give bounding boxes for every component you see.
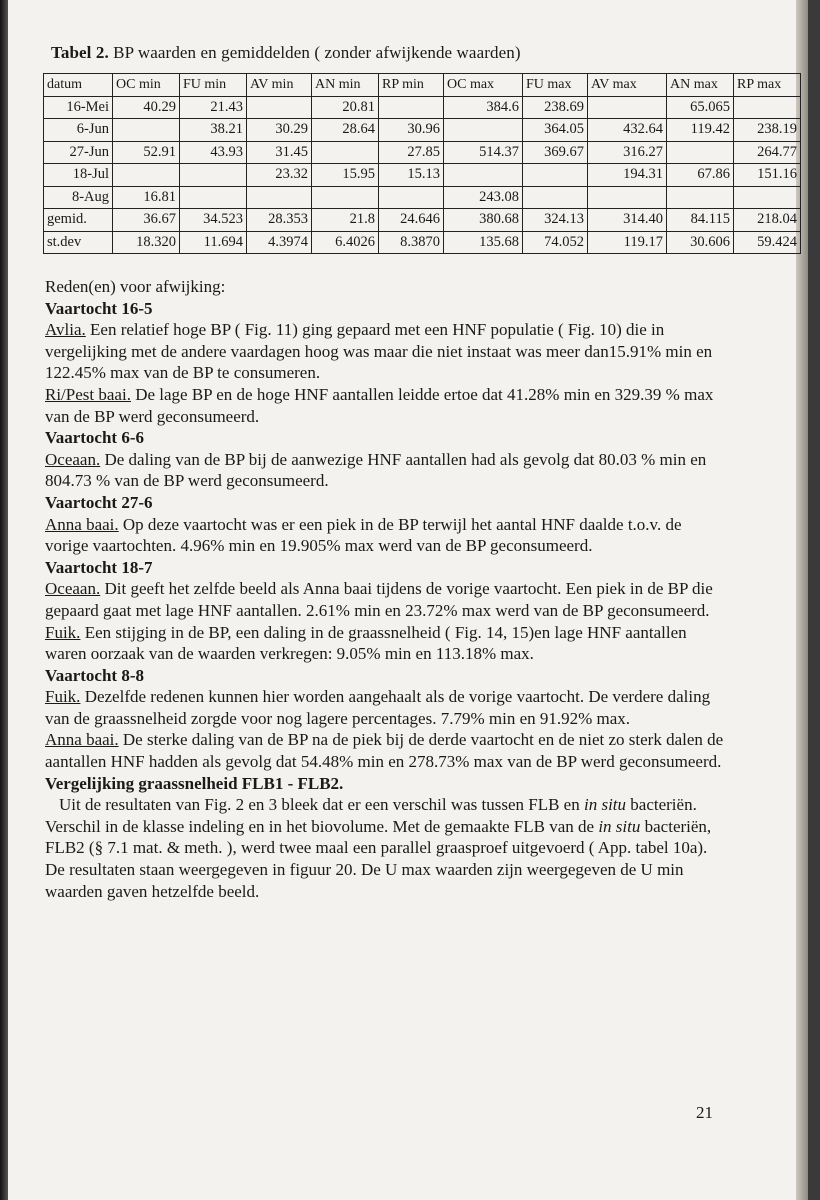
table-cell: 20.81 bbox=[312, 96, 379, 119]
table-cell: 21.43 bbox=[180, 96, 247, 119]
table-cell: 364.05 bbox=[523, 119, 588, 142]
heading-vergelijking: Vergelijking graassnelheid FLB1 - FLB2. bbox=[45, 773, 344, 793]
column-header: AV max bbox=[588, 74, 667, 97]
table-cell: 34.523 bbox=[180, 209, 247, 232]
table-cell: 27.85 bbox=[379, 141, 444, 164]
table-cell: 40.29 bbox=[113, 96, 180, 119]
scan-left-edge bbox=[0, 0, 8, 1200]
table-caption-text: BP waarden en gemiddelden ( zonder afwijkende waarden) bbox=[113, 43, 521, 62]
heading-vaartocht-18-7: Vaartocht 18-7 bbox=[45, 557, 153, 577]
table-cell: 243.08 bbox=[444, 186, 523, 209]
paragraph-ri-pest: Ri/Pest baai. De lage BP en de hoge HNF aantallen leidde ertoe dat 41.28% min en 329.39 % max van de BP werd geconsumeerd. bbox=[45, 384, 714, 426]
table-row bbox=[44, 119, 801, 142]
heading-vaartocht-27-6: Vaartocht 27-6 bbox=[45, 492, 153, 512]
column-header: AN min bbox=[312, 74, 379, 97]
table-cell: 432.64 bbox=[588, 119, 667, 142]
paragraph-avlia: Avlia. Een relatief hoge BP ( Fig. 11) ging gepaard met een HNF populatie ( Fig. 10) die in vergelijking met de andere vaardagen hoog was maar die niet instaat was meer dan15.91% min en 122.45% max van de BP te consumeren. bbox=[45, 320, 713, 383]
row-label: 27-Jun bbox=[44, 141, 113, 164]
table-cell: 43.93 bbox=[180, 141, 247, 164]
row-label: 16-Mei bbox=[44, 96, 113, 119]
table-cell: 369.67 bbox=[523, 141, 588, 164]
table-cell bbox=[247, 186, 312, 209]
table-cell bbox=[667, 141, 734, 164]
column-header: OC min bbox=[113, 74, 180, 97]
table-row bbox=[44, 186, 801, 209]
table-cell bbox=[667, 186, 734, 209]
document-page bbox=[8, 0, 808, 1200]
table-cell bbox=[113, 119, 180, 142]
table-cell: 324.13 bbox=[523, 209, 588, 232]
table-cell bbox=[734, 96, 801, 119]
table-cell: 11.694 bbox=[180, 231, 247, 254]
table-cell: 514.37 bbox=[444, 141, 523, 164]
table-cell bbox=[379, 186, 444, 209]
table-cell bbox=[523, 164, 588, 187]
table-cell: 4.3974 bbox=[247, 231, 312, 254]
table-cell: 59.424 bbox=[734, 231, 801, 254]
table-cell: 6.4026 bbox=[312, 231, 379, 254]
table-cell: 21.8 bbox=[312, 209, 379, 232]
row-label: 18-Jul bbox=[44, 164, 113, 187]
table-row bbox=[44, 231, 801, 254]
location-label: Ri/Pest baai. bbox=[45, 384, 131, 404]
location-label: Anna baai. bbox=[45, 730, 119, 750]
table-cell bbox=[247, 96, 312, 119]
table-cell: 314.40 bbox=[588, 209, 667, 232]
table-cell bbox=[312, 141, 379, 164]
heading-vaartocht-16-5: Vaartocht 16-5 bbox=[45, 298, 153, 318]
paragraph-fuik-2: Fuik. Dezelfde redenen kunnen hier worden aangehaalt als de vorige vaartocht. De verdere daling van de graassnelheid zorgde voor nog lagere percentages. 7.79% min en 91.92% max. bbox=[45, 687, 711, 728]
column-header: FU max bbox=[523, 74, 588, 97]
page-number: 21 bbox=[696, 1103, 713, 1122]
table-cell: 52.91 bbox=[113, 141, 180, 164]
table-cell: 238.69 bbox=[523, 96, 588, 119]
table-cell: 135.68 bbox=[444, 231, 523, 254]
table-cell: 30.96 bbox=[379, 119, 444, 142]
table-cell: 28.64 bbox=[312, 119, 379, 142]
column-header: RP max bbox=[734, 74, 801, 97]
location-label: Fuik. bbox=[45, 622, 81, 642]
table-cell: 23.32 bbox=[247, 164, 312, 187]
row-label: st.dev bbox=[44, 231, 113, 254]
table-row bbox=[44, 96, 801, 119]
heading-vaartocht-8-8: Vaartocht 8-8 bbox=[45, 665, 144, 685]
column-header: RP min bbox=[379, 74, 444, 97]
table-caption bbox=[51, 43, 521, 63]
table-cell: 38.21 bbox=[180, 119, 247, 142]
table-cell: 8.3870 bbox=[379, 231, 444, 254]
table-cell: 151.16 bbox=[734, 164, 801, 187]
table-cell: 238.19 bbox=[734, 119, 801, 142]
location-label: Oceaan. bbox=[45, 579, 101, 599]
column-header: AN max bbox=[667, 74, 734, 97]
paragraph-oceaan-1: Oceaan. De daling van de BP bij de aanwezige HNF aantallen had als gevolg dat 80.03 % min en 804.73 % van de BP werd geconsumeerd. bbox=[45, 449, 707, 491]
location-label: Fuik. bbox=[45, 687, 81, 707]
table-cell: 264.77 bbox=[734, 141, 801, 164]
table-cell: 119.17 bbox=[588, 231, 667, 254]
table-cell: 218.04 bbox=[734, 209, 801, 232]
table-row bbox=[44, 164, 801, 187]
bp-values-table bbox=[43, 73, 801, 254]
table-cell: 36.67 bbox=[113, 209, 180, 232]
intro-line: Reden(en) voor afwijking: bbox=[45, 277, 226, 296]
table-cell: 74.052 bbox=[523, 231, 588, 254]
table-cell bbox=[180, 164, 247, 187]
table-body bbox=[44, 96, 801, 254]
location-label: Avlia. bbox=[45, 320, 86, 340]
table-cell bbox=[588, 96, 667, 119]
table-cell bbox=[113, 164, 180, 187]
table-cell: 28.353 bbox=[247, 209, 312, 232]
table-cell: 24.646 bbox=[379, 209, 444, 232]
column-header: AV min bbox=[247, 74, 312, 97]
table-cell: 31.45 bbox=[247, 141, 312, 164]
table-cell: 18.320 bbox=[113, 231, 180, 254]
paragraph-oceaan-2: Oceaan. Dit geeft het zelfde beeld als Anna baai tijdens de vorige vaartocht. Een piek in de BP die gepaard gaat met lage HNF aantallen. 2.61% min en 23.72% max werd van de BP geconsumeerd. bbox=[45, 579, 713, 620]
table-cell: 67.86 bbox=[667, 164, 734, 187]
table-row bbox=[44, 141, 801, 164]
table-cell: 119.42 bbox=[667, 119, 734, 142]
table-cell: 65.065 bbox=[667, 96, 734, 119]
table-caption-label: Tabel 2. bbox=[51, 43, 109, 62]
table-row bbox=[44, 209, 801, 232]
table-header-row bbox=[44, 74, 801, 97]
column-header: OC max bbox=[444, 74, 523, 97]
table-cell bbox=[312, 186, 379, 209]
heading-vaartocht-6-6: Vaartocht 6-6 bbox=[45, 428, 144, 448]
paragraph-vergelijking: Uit de resultaten van Fig. 2 en 3 bleek dat er een verschil was tussen FLB en in situ bacteriën. Verschil in de klasse indeling en in het biovolume. Met de gemaakte FLB van de in situ bacteriën, FLB2 (§ 7.1 mat. & meth. ), werd twee maal een parallel graasproef uitgevoerd ( App. tabel 10a). De resultaten staan weergegeven in figuur 20. De U max waarden zijn weergegeven de U min waarden gaven hetzelfde beeld. bbox=[45, 795, 712, 901]
table-cell bbox=[734, 186, 801, 209]
location-label: Anna baai. bbox=[45, 514, 119, 534]
row-label: gemid. bbox=[44, 209, 113, 232]
table-cell: 30.29 bbox=[247, 119, 312, 142]
table-cell: 316.27 bbox=[588, 141, 667, 164]
column-header: datum bbox=[44, 74, 113, 97]
table-cell bbox=[444, 164, 523, 187]
table-cell bbox=[523, 186, 588, 209]
table-cell bbox=[180, 186, 247, 209]
table-cell bbox=[588, 186, 667, 209]
paragraph-fuik-1: Fuik. Een stijging in de BP, een daling in de graassnelheid ( Fig. 14, 15)en lage HNF aantallen waren oorzaak van de waarden verkregen: 9.05% min en 113.18% max. bbox=[45, 622, 687, 664]
table-cell: 15.95 bbox=[312, 164, 379, 187]
table-cell: 194.31 bbox=[588, 164, 667, 187]
paragraph-anna-baai-2: Anna baai. De sterke daling van de BP na de piek bij de derde vaartocht en de niet zo sterk dalen de aantallen HNF hadden als gevolg dat 54.48% min en 278.73% max van de BP werd geconsumeerd. bbox=[45, 730, 724, 772]
table-cell: 16.81 bbox=[113, 186, 180, 209]
table-cell bbox=[379, 96, 444, 119]
body-text bbox=[45, 276, 725, 902]
paragraph-anna-baai-1: Anna baai. Op deze vaartocht was er een piek in de BP terwijl het aantal HNF daalde t.o.v. de vorige vaartochten. 4.96% min en 19.905% max werd van de BP geconsumeerd. bbox=[45, 514, 682, 556]
row-label: 8-Aug bbox=[44, 186, 113, 209]
table-cell: 15.13 bbox=[379, 164, 444, 187]
table-cell: 380.68 bbox=[444, 209, 523, 232]
row-label: 6-Jun bbox=[44, 119, 113, 142]
table-cell: 84.115 bbox=[667, 209, 734, 232]
table-cell: 30.606 bbox=[667, 231, 734, 254]
table-cell bbox=[444, 119, 523, 142]
column-header: FU min bbox=[180, 74, 247, 97]
location-label: Oceaan. bbox=[45, 449, 101, 469]
table-cell: 384.6 bbox=[444, 96, 523, 119]
